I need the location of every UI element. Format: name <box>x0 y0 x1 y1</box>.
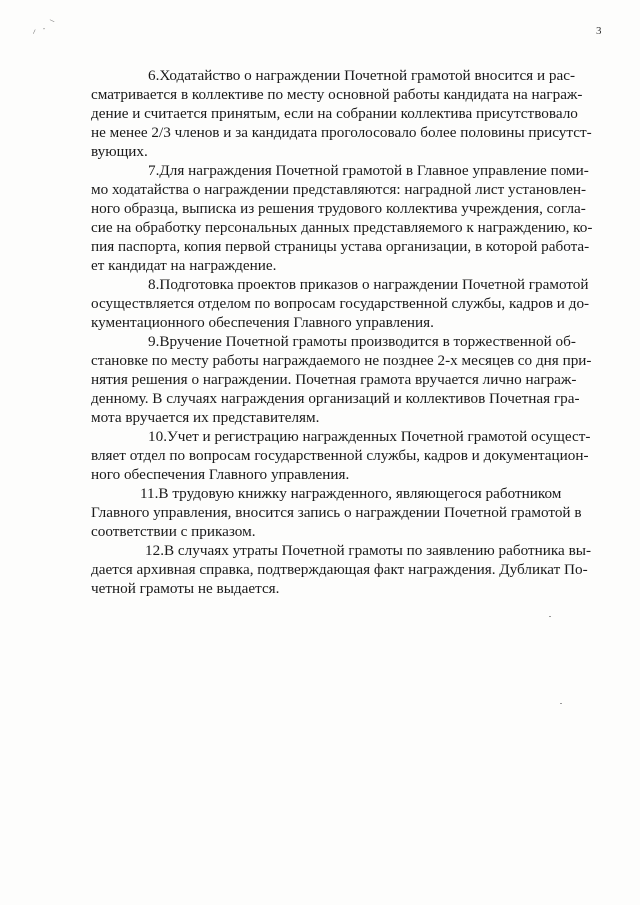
text-line: нятия решения о награждении. Почетная грамота вручается лично награж- <box>91 371 577 388</box>
text-line: ного образца, выписка из решения трудового коллектива учреждения, согла- <box>91 200 586 217</box>
text-line: мо ходатайства о награждении представляются: наградной лист установлен- <box>91 181 587 198</box>
scan-dot <box>560 703 562 704</box>
text-line: не менее 2/3 членов и за кандидата проголосовало более половины присутст- <box>91 124 592 141</box>
text-line: 11.В трудовую книжку награжденного, являющегося работником <box>140 485 562 502</box>
text-line: сматривается в коллективе по месту основной работы кандидата на награж- <box>91 86 583 103</box>
text-line: вляет отдел по вопросам государственной службы, кадров и документацион- <box>91 447 589 464</box>
text-line: 10.Учет и регистрацию награжденных Почетной грамотой осущест- <box>148 428 591 445</box>
text-line: 7.Для награждения Почетной грамотой в Главное управление поми- <box>148 162 589 179</box>
text-line: четной грамоты не выдается. <box>91 580 280 597</box>
text-line: 12.В случаях утраты Почетной грамоты по заявлению работника вы- <box>145 542 592 559</box>
page-number: 3 <box>596 25 602 37</box>
text-line: кументационного обеспечения Главного управления. <box>91 314 434 331</box>
text-line: соответствии с приказом. <box>91 523 256 540</box>
text-line: дается архивная справка, подтверждающая факт награждения. Дубликат По- <box>91 561 588 578</box>
text-line: мота вручается их представителям. <box>91 409 320 426</box>
text-line: сие на обработку персональных данных представляемого к награждению, ко- <box>91 219 593 236</box>
text-line: денному. В случаях награждения организаций и коллективов Почетная гра- <box>91 390 580 407</box>
text-line: ет кандидат на награждение. <box>91 257 277 274</box>
text-line: осуществляется отделом по вопросам государственной службы, кадров и до- <box>91 295 590 312</box>
text-line: 6.Ходатайство о награждении Почетной грамотой вносится и рас- <box>148 67 576 84</box>
text-line: ного обеспечения Главного управления. <box>91 466 350 483</box>
text-line: Главного управления, вносится запись о награждении Почетной грамотой в <box>91 504 582 521</box>
scan-dot <box>549 616 551 617</box>
text-line: пия паспорта, копия первой страницы устава организации, в которой работа- <box>91 238 590 255</box>
text-line: дение и считается принятым, если на собрании коллектива присутствовало <box>91 105 578 122</box>
text-line: вующих. <box>91 143 148 160</box>
text-line: 9.Вручение Почетной грамоты производится в торжественной об- <box>148 333 576 350</box>
text-line: 8.Подготовка проектов приказов о награждении Почетной грамотой <box>148 276 589 293</box>
scan-artifact: ⸝ . ⸌ <box>29 16 60 37</box>
text-line: становке по месту работы награждаемого не позднее 2-х месяцев со дня при- <box>91 352 592 369</box>
